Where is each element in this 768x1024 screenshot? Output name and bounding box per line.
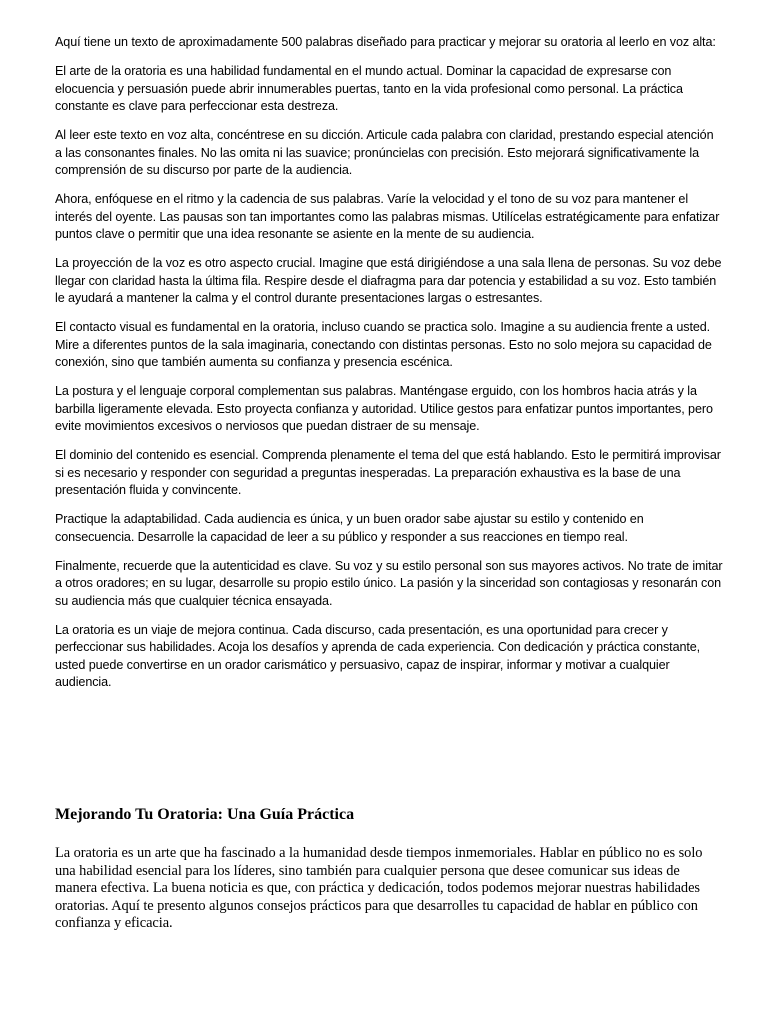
- practice-text-block: [55, 34, 723, 703]
- body-paragraph: Ahora, enfóquese en el ritmo y la cadencia de sus palabras. Varíe la velocidad y el tono de su voz para mantener el interés del oyente. Las pausas son tan importantes como las palabras mismas. Utilícelas estratégicamente para enfatizar puntos clave o permitir que una idea resonante se asiente en la mente de su audiencia.: [55, 192, 720, 242]
- body-paragraph: El contacto visual es fundamental en la oratoria, incluso cuando se practica solo. Imagine a su audiencia frente a usted. Mire a diferentes puntos de la sala imaginaria, conectando con distintas personas. Esto no solo mejora su capacidad de conexión, sino que también aumenta su confianza y presencia escénica.: [55, 320, 712, 370]
- intro-paragraph: Aquí tiene un texto de aproximadamente 500 palabras diseñado para practicar y mejorar su oratoria al leerlo en voz alta:: [55, 35, 716, 49]
- section-paragraph: La oratoria es un arte que ha fascinado a la humanidad desde tiempos inmemoriales. Hablar en público no es solo una habilidad esencial para los líderes, sino también para cualquier persona que desee comunicar sus ideas de manera efectiva. La buena noticia es que, con práctica y dedicación, todos podemos mejorar nuestras habilidades oratorias. Aquí te presento algunos consejos prácticos para que desarrolles tu capacidad de hablar en público con confianza y eficacia.: [55, 845, 703, 932]
- guide-section: [55, 805, 723, 933]
- body-paragraph: El dominio del contenido es esencial. Comprenda plenamente el tema del que está hablando. Esto le permitirá improvisar si es necesario y responder con seguridad a preguntas inesperadas. La preparación exhaustiva es la base de una presentación fluida y convincente.: [55, 448, 721, 498]
- body-paragraph: Practique la adaptabilidad. Cada audiencia es única, y un buen orador sabe ajustar su estilo y contenido en consecuencia. Desarrolle la capacidad de leer a su público y responder a sus reacciones en tiempo real.: [55, 512, 644, 544]
- body-paragraph: El arte de la oratoria es una habilidad fundamental en el mundo actual. Dominar la capacidad de expresarse con elocuencia y persuasión puede abrir innumerables puertas, tanto en la vida profesional como personal. La práctica constante es clave para perfeccionar esta destreza.: [55, 64, 683, 114]
- body-paragraph: Al leer este texto en voz alta, concéntrese en su dicción. Articule cada palabra con claridad, prestando especial atención a las consonantes finales. No las omita ni las suavice; pronúncielas con precisión. Esto mejorará significativamente la comprensión de su discurso por parte de la audiencia.: [55, 128, 714, 178]
- body-paragraph: La proyección de la voz es otro aspecto crucial. Imagine que está dirigiéndose a una sala llena de personas. Su voz debe llegar con claridad hasta la última fila. Respire desde el diafragma para dar potencia y estabilidad a su voz. Esto también le ayudará a mantener la calma y el control durante presentaciones largas o estresantes.: [55, 256, 722, 306]
- body-paragraph: Finalmente, recuerde que la autenticidad es clave. Su voz y su estilo personal son sus mayores activos. No trate de imitar a otros oradores; en su lugar, desarrolle su propio estilo único. La pasión y la sinceridad son contagiosas y resonarán con su audiencia más que cualquier técnica ensayada.: [55, 558, 723, 608]
- body-paragraph: La oratoria es un viaje de mejora continua. Cada discurso, cada presentación, es una oportunidad para crecer y perfeccionar sus habilidades. Acoja los desafíos y aprenda de cada experiencia. Con dedicación y práctica constante, usted puede convertirse en un orador carismático y persuasivo, capaz de inspirar, informar y motivar a cualquier audiencia.: [55, 622, 701, 690]
- body-paragraph: La postura y el lenguaje corporal complementan sus palabras. Manténgase erguido, con los hombros hacia atrás y la barbilla ligeramente elevada. Esto proyecta confianza y autoridad. Utilice gestos para enfatizar puntos importantes, pero evite movimientos excesivos o nerviosos que puedan distraer de su mensaje.: [55, 384, 713, 434]
- section-heading: Mejorando Tu Oratoria: Una Guía Práctica: [55, 806, 355, 823]
